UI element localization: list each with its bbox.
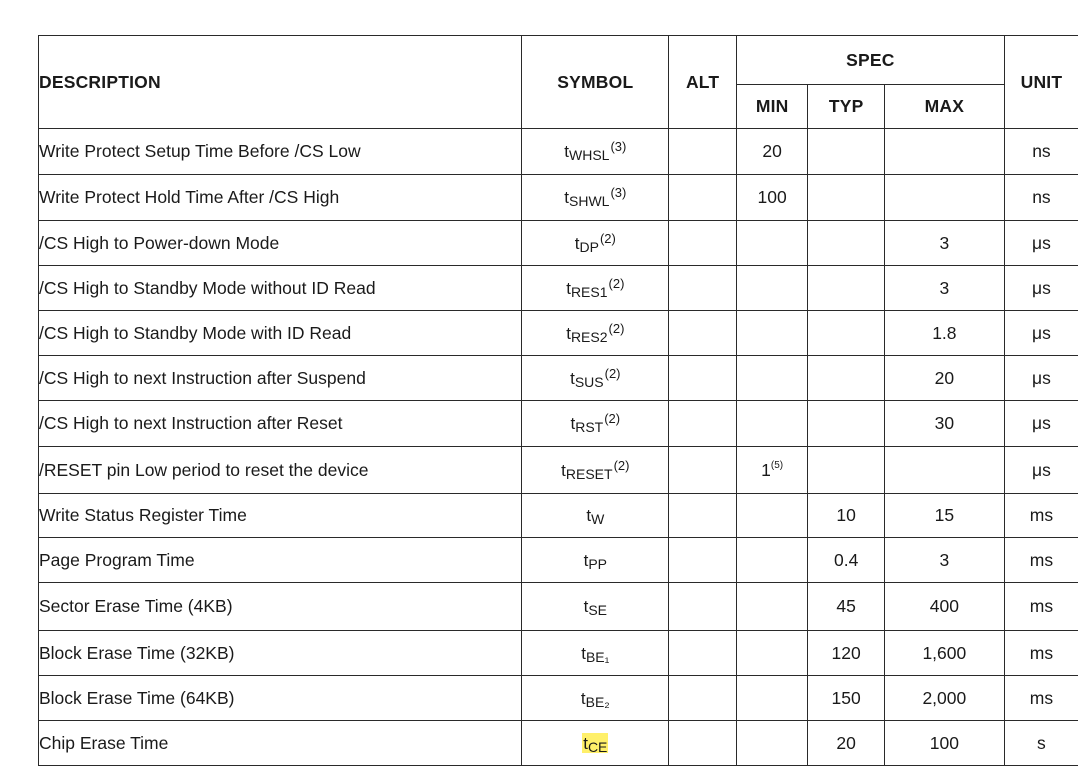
min-value: 20 [762, 141, 782, 161]
cell-typ: 45 [808, 583, 884, 631]
cell-max: 3 [884, 221, 1004, 266]
symbol-text [581, 688, 610, 708]
cell-unit: μs [1004, 447, 1078, 494]
cell-max: 100 [884, 721, 1004, 766]
cell-min [736, 129, 808, 175]
cell-min [736, 538, 808, 583]
cell-description: /CS High to Standby Mode without ID Read [39, 266, 522, 311]
table-row [39, 676, 1078, 721]
cell-description: Write Protect Setup Time Before /CS Low [39, 129, 522, 175]
symbol-footnote: (2) [604, 411, 621, 426]
symbol-text [581, 643, 609, 663]
cell-unit: ns [1004, 129, 1078, 175]
cell-symbol [522, 129, 669, 175]
symbol-subscript: SUS [574, 373, 604, 390]
cell-description: /CS High to next Instruction after Reset [39, 401, 522, 447]
cell-symbol [522, 538, 669, 583]
cell-min [736, 676, 808, 721]
cell-max: 20 [884, 356, 1004, 401]
cell-unit: μs [1004, 401, 1078, 447]
cell-description: Sector Erase Time (4KB) [39, 583, 522, 631]
symbol-main: t [570, 414, 576, 433]
cell-unit: μs [1004, 356, 1078, 401]
table-row [39, 221, 1078, 266]
symbol-footnote: (2) [608, 320, 625, 336]
symbol-footnote: (3) [610, 139, 627, 154]
cell-max: 3 [884, 266, 1004, 311]
cell-alt [669, 129, 737, 175]
cell-typ: 150 [808, 676, 884, 721]
table-row [39, 447, 1078, 494]
cell-unit: μs [1004, 266, 1078, 311]
cell-max: 400 [884, 583, 1004, 631]
cell-symbol [522, 447, 669, 494]
cell-alt [669, 494, 737, 538]
cell-description: Page Program Time [39, 538, 522, 583]
symbol-footnote: (2) [599, 230, 616, 246]
cell-alt [669, 583, 737, 631]
symbol-main: t [564, 188, 569, 207]
header-max: MAX [884, 85, 1004, 129]
cell-typ [808, 221, 884, 266]
table-row [39, 583, 1078, 631]
header-min: MIN [736, 85, 808, 129]
symbol-subscript: BE₂ [585, 693, 610, 710]
cell-alt [669, 631, 737, 676]
symbol-subscript: DP [579, 238, 599, 255]
cell-unit: ms [1004, 676, 1078, 721]
cell-symbol [522, 401, 669, 447]
cell-unit: μs [1004, 311, 1078, 356]
table-row [39, 129, 1078, 175]
cell-symbol [522, 494, 669, 538]
symbol-text [584, 596, 607, 616]
cell-symbol [522, 221, 669, 266]
symbol-main: t [570, 368, 575, 388]
cell-max [884, 175, 1004, 221]
cell-typ [808, 447, 884, 494]
cell-symbol [522, 631, 669, 676]
symbol-main: t [586, 506, 592, 525]
symbol-main: t [561, 460, 566, 480]
symbol-text [566, 320, 625, 345]
cell-unit: ms [1004, 631, 1078, 676]
cell-description: Block Erase Time (32KB) [39, 631, 522, 676]
cell-typ [808, 401, 884, 447]
cell-symbol [522, 311, 669, 356]
cell-symbol [522, 676, 669, 721]
cell-unit: ns [1004, 175, 1078, 221]
symbol-subscript: RES1 [570, 283, 608, 300]
cell-max [884, 447, 1004, 494]
cell-description: /CS High to Standby Mode with ID Read [39, 311, 522, 356]
cell-typ: 0.4 [808, 538, 884, 583]
cell-description: Block Erase Time (64KB) [39, 676, 522, 721]
cell-symbol [522, 266, 669, 311]
cell-symbol [522, 583, 669, 631]
cell-min [736, 356, 808, 401]
table-row [39, 494, 1078, 538]
symbol-main: t [583, 733, 588, 753]
cell-description: Write Protect Hold Time After /CS High [39, 175, 522, 221]
symbol-subscript: BE₁ [585, 648, 610, 665]
symbol-footnote: (2) [604, 365, 621, 381]
table-row [39, 175, 1078, 221]
cell-typ: 20 [808, 721, 884, 766]
symbol-subscript: WHSL [569, 147, 610, 163]
cell-typ [808, 311, 884, 356]
cell-description: /RESET pin Low period to reset the device [39, 447, 522, 494]
cell-typ: 10 [808, 494, 884, 538]
symbol-text [564, 187, 626, 207]
cell-symbol [522, 356, 669, 401]
spec-table-body [39, 129, 1078, 766]
cell-unit: ms [1004, 494, 1078, 538]
cell-max: 2,000 [884, 676, 1004, 721]
cell-min [736, 631, 808, 676]
cell-unit: s [1004, 721, 1078, 766]
cell-min [736, 494, 808, 538]
table-row [39, 538, 1078, 583]
symbol-footnote: (3) [610, 185, 627, 200]
cell-symbol [522, 721, 669, 766]
table-row [39, 266, 1078, 311]
cell-unit: μs [1004, 221, 1078, 266]
header-spec: SPEC [736, 36, 1004, 85]
cell-min [736, 447, 808, 494]
cell-max [884, 129, 1004, 175]
symbol-footnote: (2) [613, 457, 630, 473]
min-value: 100 [757, 187, 787, 207]
symbol-text [584, 550, 607, 570]
symbol-main: t [583, 597, 589, 616]
symbol-subscript: SHWL [569, 193, 610, 209]
cell-min [736, 266, 808, 311]
cell-typ [808, 129, 884, 175]
symbol-main: t [581, 643, 586, 663]
cell-typ: 120 [808, 631, 884, 676]
cell-alt [669, 175, 737, 221]
table-row [39, 721, 1078, 766]
header-unit: UNIT [1004, 36, 1078, 129]
symbol-subscript: SE [588, 602, 608, 618]
cell-max: 15 [884, 494, 1004, 538]
table-row [39, 631, 1078, 676]
header-typ: TYP [808, 85, 884, 129]
symbol-text [582, 733, 608, 753]
min-value: 1 [761, 459, 771, 480]
table-row [39, 356, 1078, 401]
cell-alt [669, 221, 737, 266]
cell-alt [669, 401, 737, 447]
table-row [39, 311, 1078, 356]
symbol-subscript: CE [587, 738, 608, 755]
cell-min [736, 401, 808, 447]
cell-description: Write Status Register Time [39, 494, 522, 538]
cell-alt [669, 721, 737, 766]
cell-typ [808, 175, 884, 221]
cell-symbol [522, 175, 669, 221]
cell-typ [808, 266, 884, 311]
cell-alt [669, 447, 737, 494]
symbol-text [566, 275, 625, 300]
symbol-text [570, 413, 620, 433]
symbol-subscript: RES2 [570, 328, 608, 345]
table-row [39, 401, 1078, 447]
ac-timing-spec-table [38, 35, 1078, 766]
cell-description: /CS High to next Instruction after Suspend [39, 356, 522, 401]
symbol-main: t [566, 323, 571, 343]
cell-max: 3 [884, 538, 1004, 583]
header-alt: ALT [669, 36, 737, 129]
symbol-text [586, 505, 604, 525]
cell-min [736, 583, 808, 631]
cell-alt [669, 311, 737, 356]
cell-min [736, 721, 808, 766]
symbol-text [574, 230, 616, 255]
symbol-text [564, 141, 626, 161]
symbol-text [570, 365, 621, 390]
cell-min [736, 311, 808, 356]
cell-min [736, 221, 808, 266]
cell-unit: ms [1004, 583, 1078, 631]
cell-alt [669, 356, 737, 401]
symbol-main: t [566, 278, 571, 298]
header-symbol: SYMBOL [522, 36, 669, 129]
symbol-subscript: RESET [565, 465, 613, 482]
header-description: DESCRIPTION [39, 36, 522, 129]
cell-unit: ms [1004, 538, 1078, 583]
symbol-main: t [583, 550, 589, 570]
symbol-footnote: (2) [608, 275, 625, 291]
symbol-subscript: PP [588, 555, 608, 572]
symbol-subscript: RST [575, 419, 604, 435]
cell-max: 1.8 [884, 311, 1004, 356]
cell-max: 30 [884, 401, 1004, 447]
symbol-main: t [574, 233, 580, 253]
symbol-main: t [580, 688, 586, 708]
cell-description: Chip Erase Time [39, 721, 522, 766]
symbol-text [561, 457, 630, 482]
cell-min [736, 175, 808, 221]
cell-typ [808, 356, 884, 401]
cell-alt [669, 266, 737, 311]
min-footnote: (5) [770, 459, 784, 471]
symbol-main: t [564, 142, 569, 161]
cell-description: /CS High to Power-down Mode [39, 221, 522, 266]
cell-max: 1,600 [884, 631, 1004, 676]
cell-alt [669, 676, 737, 721]
cell-alt [669, 538, 737, 583]
symbol-subscript: W [591, 511, 605, 527]
